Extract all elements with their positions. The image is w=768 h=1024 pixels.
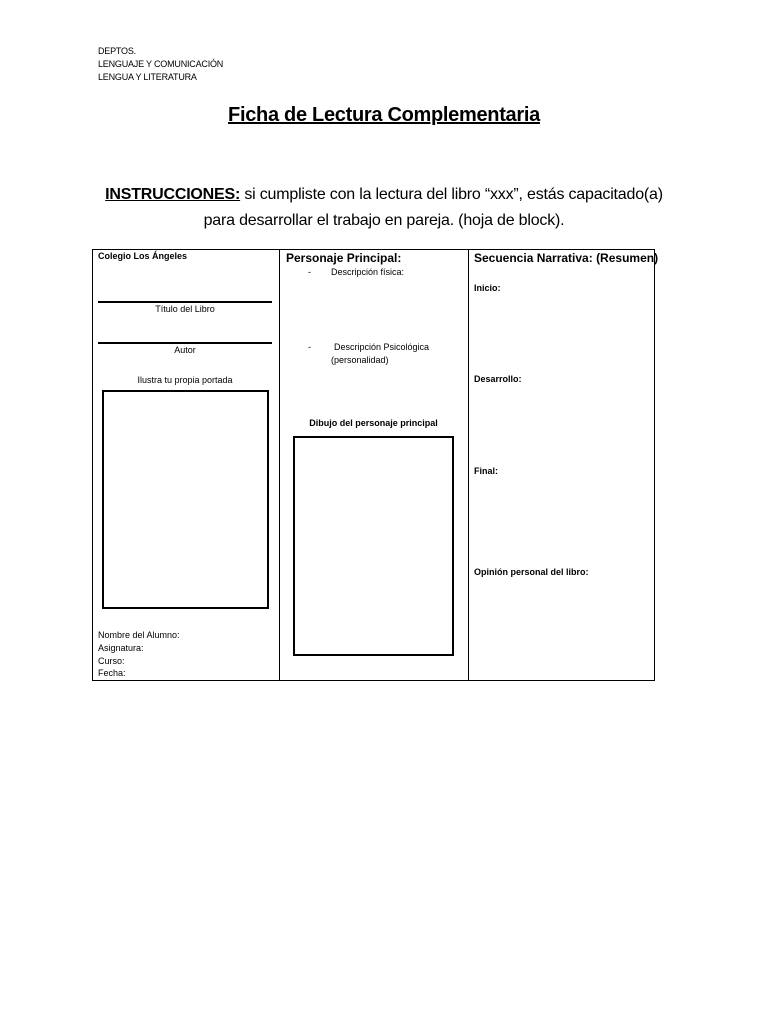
author-label: Autor	[174, 345, 196, 355]
narrative-heading: Secuencia Narrativa: (Resumen)	[474, 251, 659, 265]
column-divider-1	[279, 250, 280, 680]
book-title-line	[98, 301, 272, 303]
physical-bullet: -	[308, 267, 311, 277]
development-label: Desarrollo:	[474, 374, 522, 384]
psych-description-sub: (personalidad)	[331, 355, 389, 365]
instructions-label: INSTRUCCIONES:	[105, 186, 241, 203]
character-drawing-box	[293, 436, 454, 656]
dept-line-1: DEPTOS.	[98, 46, 136, 56]
instructions-text-1: si cumpliste con la lectura del libro “xxx”, estás capacitado(a)	[240, 186, 663, 203]
column-divider-2	[468, 250, 469, 680]
worksheet-table	[92, 249, 659, 681]
psych-description-label: Descripción Psicológica	[334, 342, 430, 352]
instructions-line-2: para desarrollar el trabajo en pareja. (hoja de block).	[203, 212, 565, 229]
course-label: Curso:	[98, 656, 125, 666]
opinion-label: Opinión personal del libro:	[474, 567, 589, 577]
author-line	[98, 342, 272, 344]
ending-label: Final:	[474, 466, 498, 476]
psych-bullet: -	[308, 342, 311, 352]
date-label: Fecha:	[98, 668, 126, 678]
physical-description-label: Descripción física:	[331, 267, 405, 277]
student-name-label: Nombre del Alumno:	[98, 630, 180, 640]
start-label: Inicio:	[474, 283, 501, 293]
character-drawing-label: Dibujo del personaje principal	[309, 418, 438, 428]
book-title-label: Título del Libro	[155, 304, 215, 314]
dept-line-3: LENGUA Y LITERATURA	[98, 72, 197, 82]
subject-label: Asignatura:	[98, 643, 144, 653]
school-name: Colegio Los Ángeles	[98, 251, 188, 261]
dept-line-2: LENGUAJE Y COMUNICACIÓN	[98, 59, 224, 69]
cover-label: Ilustra tu propia portada	[137, 375, 233, 385]
page-title: Ficha de Lectura Complementaria	[228, 104, 540, 126]
cover-drawing-box	[102, 390, 269, 609]
instructions-line-1	[0, 186, 768, 204]
main-character-heading: Personaje Principal:	[286, 251, 402, 265]
